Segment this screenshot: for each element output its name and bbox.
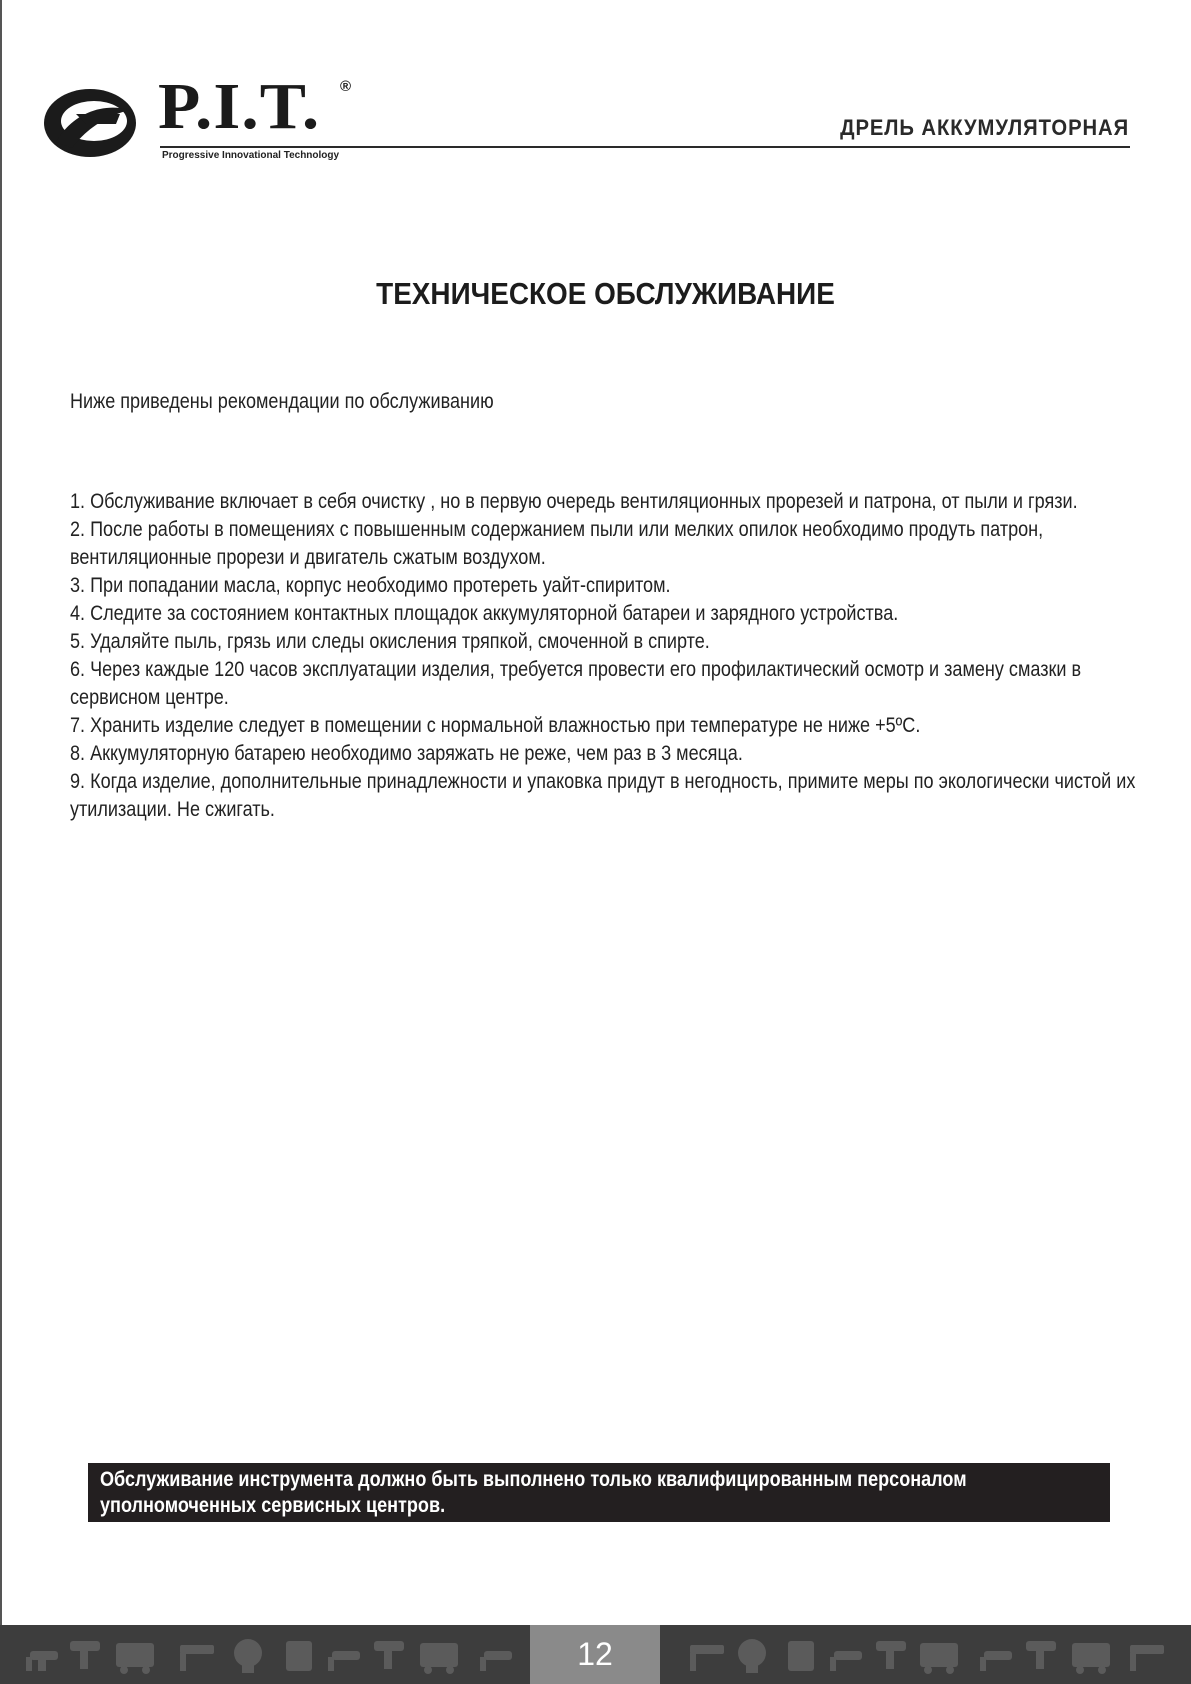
pit-logo: [42, 70, 372, 166]
section-heading: ТЕХНИЧЕСКОЕ ОБСЛУЖИВАНИЕ: [376, 276, 835, 311]
compressor-icon: [980, 1651, 1012, 1671]
list-item: 7. Хранить изделие следует в помещении с нормальной влажностью при температуре не ниже +5ºС.: [70, 714, 921, 737]
list-item: 5. Удаляйте пыль, грязь или следы окисления тряпкой, смоченной в спирте.: [70, 630, 710, 653]
generator-icon: [116, 1643, 154, 1674]
drill-icon: [876, 1641, 906, 1669]
list-item: 6. Через каждые 120 часов эксплуатации изделия, требуется провести его профилактический осмотр и замену смазки в сервисном центре.: [70, 658, 1082, 709]
drill-icon: [70, 1641, 100, 1669]
generator-icon: [1072, 1643, 1110, 1674]
cordless-drill-icon: [26, 1651, 58, 1671]
angle-grinder-icon: [788, 1641, 814, 1671]
rotary-hammer-icon: [690, 1645, 724, 1671]
rotary-hammer-icon: [180, 1645, 214, 1671]
document-title: ДРЕЛЬ АККУМУЛЯТОРНАЯ: [840, 115, 1129, 140]
service-notice-text: Обслуживание инструмента должно быть выполнено только квалифицированным персоналом уполномоченных сервисных центров.: [100, 1468, 967, 1517]
rotary-hammer-icon: [1130, 1645, 1164, 1671]
page-number: 12: [530, 1625, 660, 1684]
service-notice-box: [88, 1463, 1110, 1522]
drill-icon: [374, 1641, 404, 1669]
header-divider: [160, 146, 1130, 148]
registered-mark: ®: [340, 78, 352, 95]
compressor-icon: [328, 1651, 360, 1671]
brand-tagline: Progressive Innovational Technology: [162, 150, 340, 161]
concrete-mixer-icon: [738, 1639, 766, 1673]
list-item: 3. При попадании масла, корпус необходимо протереть уайт-спиритом.: [70, 574, 671, 597]
generator-icon: [920, 1643, 958, 1674]
list-item: 8. Аккумуляторную батарею необходимо заряжать не реже, чем раз в 3 месяца.: [70, 742, 743, 765]
intro-text: Ниже приведены рекомендации по обслуживанию: [70, 390, 494, 413]
cordless-drill-icon: [830, 1651, 862, 1671]
generator-icon: [420, 1643, 458, 1674]
angle-grinder-icon: [286, 1641, 312, 1671]
brand-wordmark: P.I.T.: [158, 70, 321, 143]
list-item: 1. Обслуживание включает в себя очистку , но в первую очередь вентиляционных прорезей и патрона, от пыли и грязи.: [70, 490, 1078, 513]
maintenance-content: [70, 388, 1150, 824]
list-item: 4. Следите за состоянием контактных площадок аккумуляторной батареи и зарядного устройства.: [70, 602, 899, 625]
pit-swoosh-logo-icon: [42, 84, 142, 162]
page-frame-line: [0, 0, 2, 1625]
concrete-mixer-icon: [234, 1639, 262, 1673]
cordless-drill-icon: [480, 1651, 512, 1671]
maintenance-list: [70, 488, 1150, 824]
drill-icon: [1026, 1641, 1056, 1669]
list-item: 2. После работы в помещениях с повышенным содержанием пыли или мелких опилок необходимо продуть патрон, вентиляционные прорези и двигатель сжатым воздухом.: [70, 518, 1044, 569]
list-item: 9. Когда изделие, дополнительные принадлежности и упаковка придут в негодность, примите меры по экологически чистой их утилизации. Не сжигать.: [70, 770, 1136, 821]
